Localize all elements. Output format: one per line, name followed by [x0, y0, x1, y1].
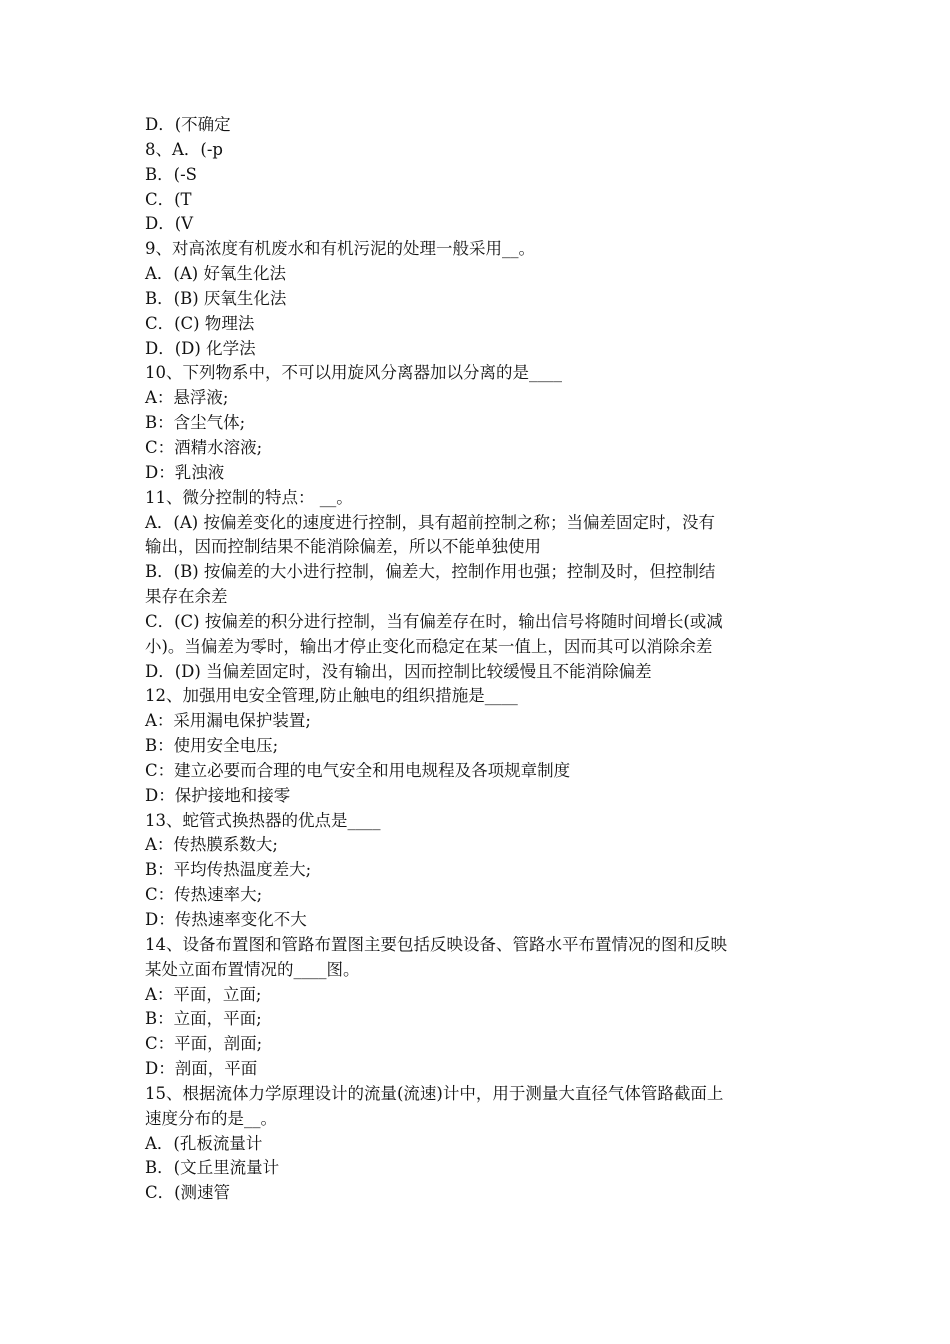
option-15c: C．(测速管 — [145, 1183, 231, 1203]
option-13a: A：传热膜系数大; — [145, 835, 278, 855]
option-9a: A．(A) 好氧生化法 — [145, 264, 286, 284]
option-13d: D：传热速率变化不大 — [145, 910, 307, 929]
option-12d: D：保护接地和接零 — [145, 785, 291, 805]
option-14d: D：剖面，平面 — [145, 1059, 258, 1079]
option-13b: B：平均传热温度差大; — [145, 860, 312, 880]
question-14-line1: 14、设备布置图和管路布置图主要包括反映设备、管路水平布置情况的图和反映 — [145, 934, 727, 954]
option-12a: A：采用漏电保护装置; — [145, 711, 311, 731]
option-7d: D．(不确定 — [145, 115, 231, 134]
option-8c: C．(T — [145, 189, 192, 209]
option-14a: A：平面，立面; — [145, 984, 262, 1004]
question-14-line2: 某处立面布置情况的____图。 — [145, 959, 360, 979]
option-11b-line2: 果存在余差 — [145, 587, 228, 607]
option-11a-line2: 输出，因而控制结果不能消除偏差，所以不能单独使用 — [145, 537, 541, 557]
option-10a: A：悬浮液; — [145, 388, 229, 408]
question-11: 11、微分控制的特点： __。 — [145, 487, 353, 507]
option-11c-line1: C．(C) 按偏差的积分进行控制，当有偏差存在时，输出信号将随时间增长(或减 — [145, 611, 723, 631]
option-14c: C：平面，剖面; — [145, 1034, 263, 1054]
option-12b: B：使用安全电压; — [145, 736, 279, 756]
question-8-option-a: 8、A．(-p — [145, 139, 223, 159]
question-9: 9、对高浓度有机废水和有机污泥的处理一般采用__。 — [145, 239, 535, 259]
question-12: 12、加强用电安全管理,防止触电的组织措施是____ — [145, 686, 518, 706]
option-9c: C．(C) 物理法 — [145, 313, 255, 333]
option-13c: C：传热速率大; — [145, 885, 263, 905]
option-10c: C：酒精水溶液; — [145, 437, 263, 457]
option-15b: B．(文丘里流量计 — [145, 1158, 280, 1178]
option-11b-line1: B．(B) 按偏差的大小进行控制，偏差大，控制作用也强；控制及时，但控制结 — [145, 562, 716, 582]
option-11c-line2: 小)。当偏差为零时，输出才停止变化而稳定在某一值上，因而其可以消除余差 — [145, 636, 713, 656]
option-8d: D．(V — [145, 214, 194, 234]
option-9d: D．(D) 化学法 — [145, 338, 256, 358]
question-15-line2: 速度分布的是__。 — [145, 1108, 277, 1128]
document-page — [145, 113, 815, 1206]
option-14b: B：立面，平面; — [145, 1009, 262, 1029]
option-15a: A．(孔板流量计 — [145, 1133, 263, 1153]
option-11a-line1: A．(A) 按偏差变化的速度进行控制，具有超前控制之称；当偏差固定时，没有 — [145, 512, 715, 532]
question-15-line1: 15、根据流体力学原理设计的流量(流速)计中，用于测量大直径气体管路截面上 — [145, 1083, 724, 1103]
option-10d: D：乳浊液 — [145, 462, 225, 482]
question-10: 10、下列物系中，不可以用旋风分离器加以分离的是____ — [145, 363, 562, 383]
option-12c: C：建立必要而合理的电气安全和用电规程及各项规章制度 — [145, 760, 571, 780]
question-13: 13、蛇管式换热器的优点是____ — [145, 810, 381, 830]
option-8b: B．(-S — [145, 164, 197, 184]
option-9b: B．(B) 厌氧生化法 — [145, 288, 287, 308]
option-11d: D．(D) 当偏差固定时，没有输出，因而控制比较缓慢且不能消除偏差 — [145, 661, 652, 681]
option-10b: B：含尘气体; — [145, 413, 246, 433]
